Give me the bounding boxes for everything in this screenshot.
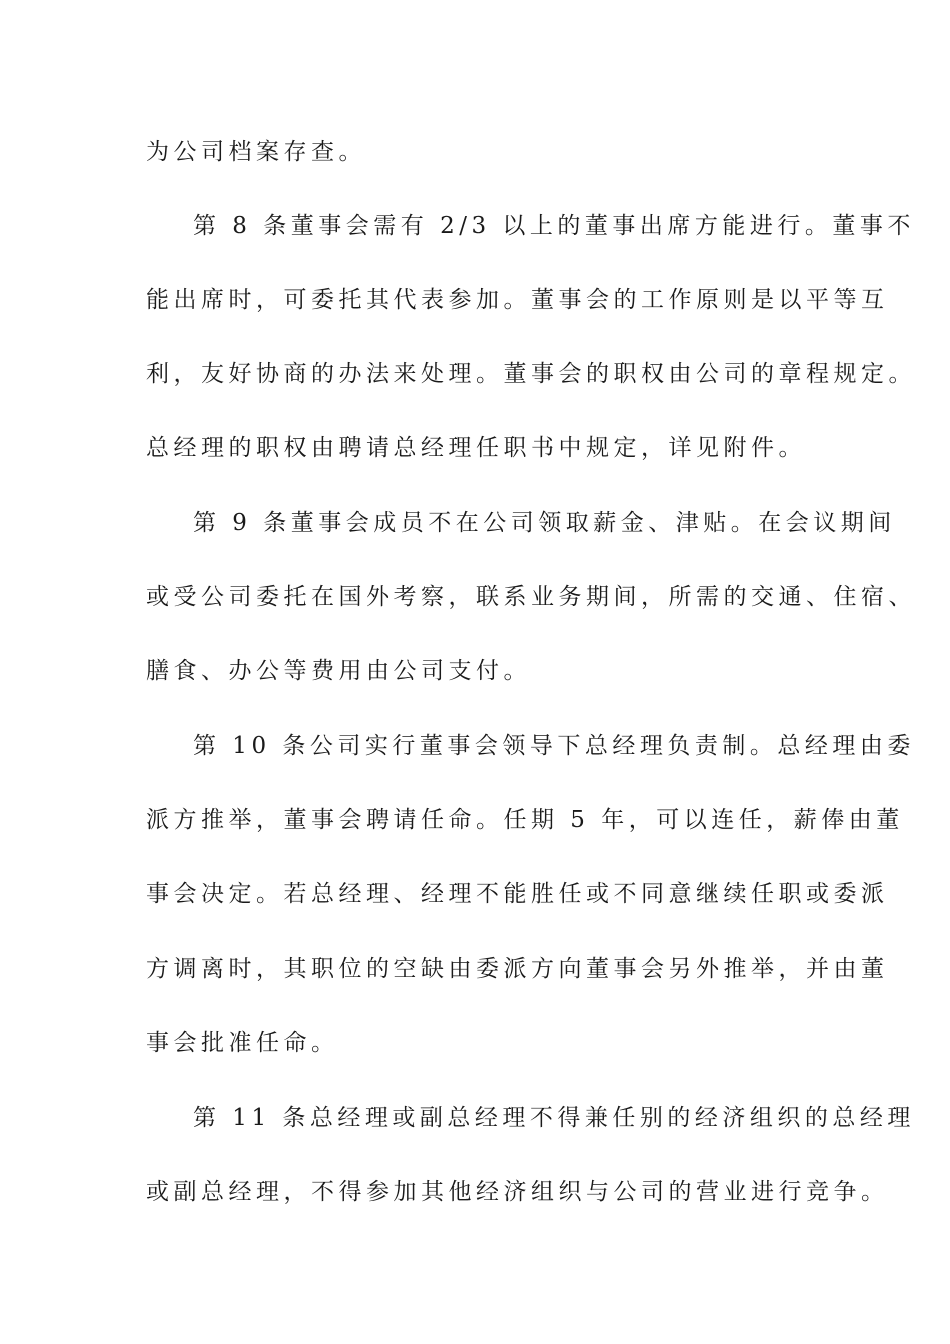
article-8-line: 第 8 条董事会需有 2/3 以上的董事出席方能进行。董事不 [193, 213, 915, 239]
text-line: 能出席时，可委托其代表参加。董事会的工作原则是以平等互 [146, 287, 889, 313]
text-line: 或副总经理，不得参加其他经济组织与公司的营业进行竞争。 [146, 1179, 889, 1205]
text-line: 利，友好协商的办法来处理。董事会的职权由公司的章程规定。 [146, 361, 916, 387]
article-11-line: 第 11 条总经理或副总经理不得兼任别的经济组织的总经理 [193, 1105, 915, 1131]
text-line: 或受公司委托在国外考察，联系业务期间，所需的交通、住宿、 [146, 584, 916, 610]
text-line: 派方推举，董事会聘请任命。任期 5 年，可以连任，薪俸由董 [146, 807, 904, 833]
article-10-line: 第 10 条公司实行董事会领导下总经理负责制。总经理由委 [193, 733, 915, 759]
text-line: 事会决定。若总经理、经理不能胜任或不同意继续任职或委派 [146, 881, 889, 907]
text-line: 为公司档案存查。 [146, 139, 366, 165]
text-line: 膳食、办公等费用由公司支付。 [146, 658, 531, 684]
text-line: 方调离时，其职位的空缺由委派方向董事会另外推举，并由董 [146, 956, 889, 982]
text-line: 总经理的职权由聘请总经理任职书中规定，详见附件。 [146, 435, 806, 461]
article-9-line: 第 9 条董事会成员不在公司领取薪金、津贴。在会议期间 [193, 510, 896, 536]
text-line: 事会批准任命。 [146, 1030, 339, 1056]
